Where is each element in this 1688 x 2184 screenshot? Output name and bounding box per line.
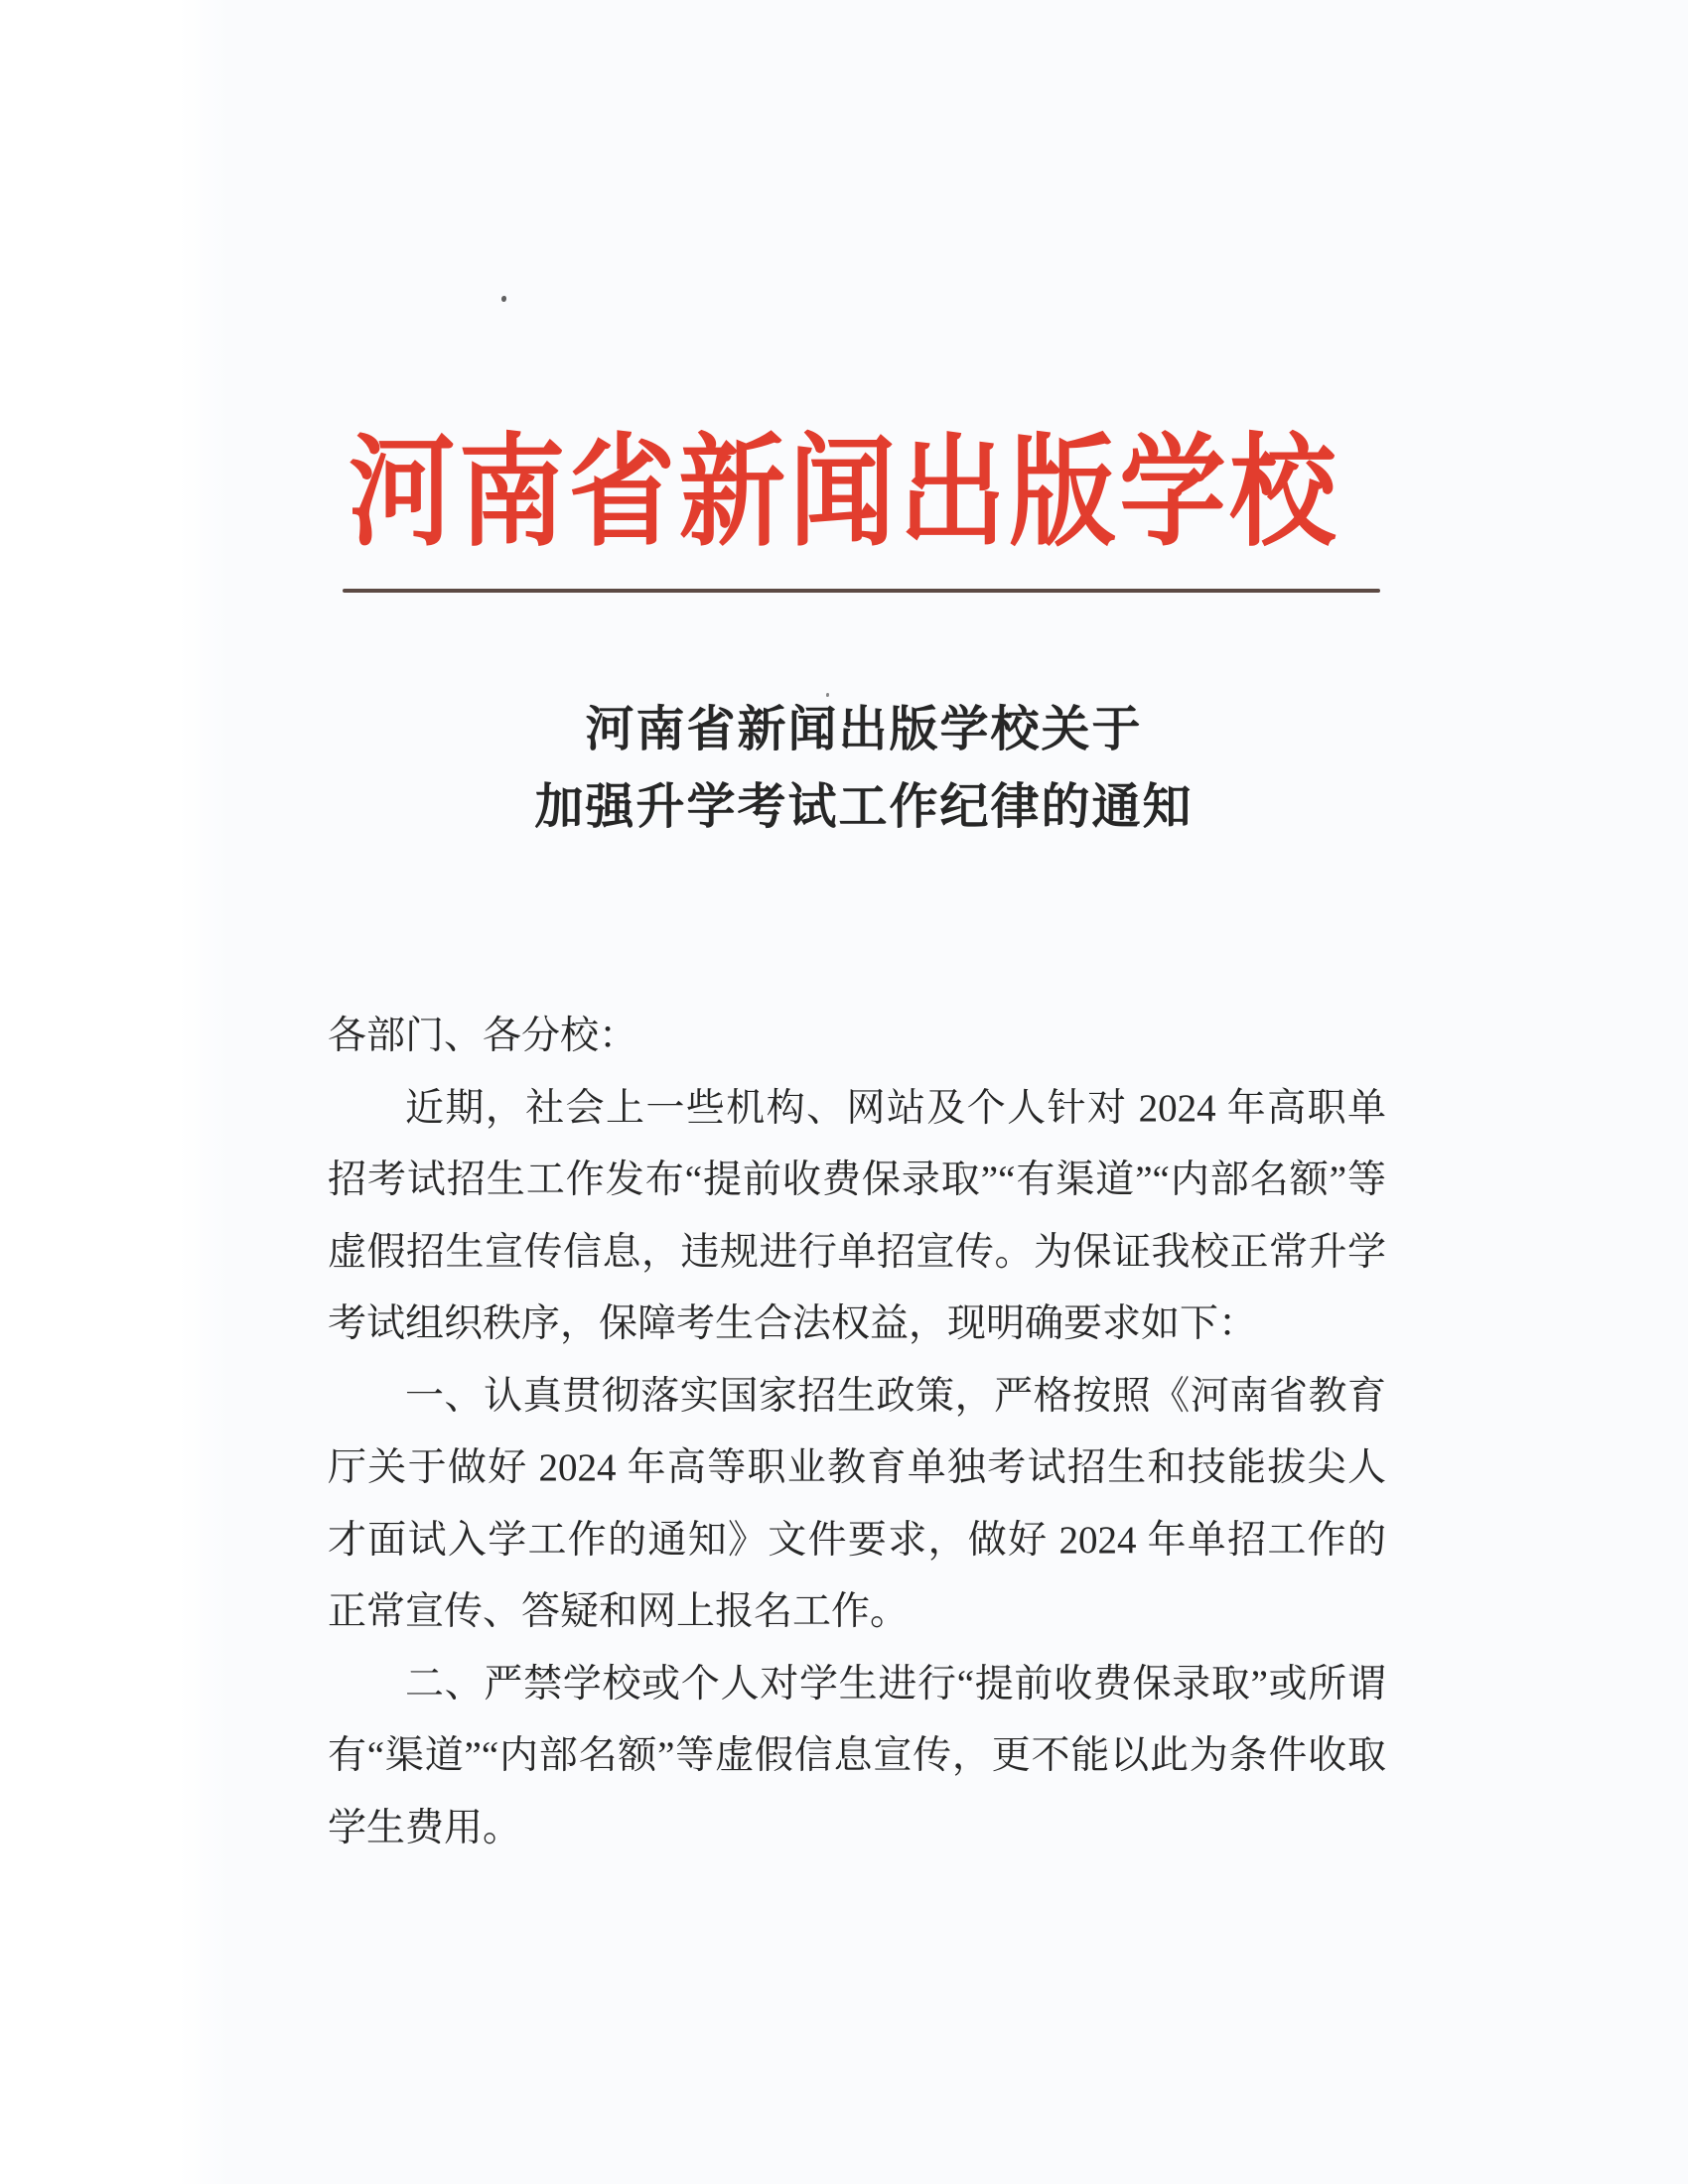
notice-body — [328, 1001, 1386, 1864]
notice-title-line2: 加强升学考试工作纪律的通知 — [534, 779, 1194, 834]
salutation: 各部门、各分校： — [328, 1015, 638, 1057]
body-paragraph-2: 一、认真贯彻落实国家招生政策，严格按照《河南省教育厅关于做好 2024 年高等职业教育单独考试招生和技能拔尖人才面试入学工作的通知》文件要求，做好 2024 年单招工作的正常宣传、答疑和网上报名工作。 — [328, 1374, 1386, 1633]
scan-artifact-dot — [501, 296, 506, 302]
letterhead-divider-rule — [343, 589, 1380, 593]
notice-title — [278, 691, 1450, 846]
letterhead-school-name: 河南省新闻出版学校 — [349, 427, 1339, 561]
body-paragraph-1: 近期，社会上一些机构、网站及个人针对 2024 年高职单招考试招生工作发布“提前收费保录取”“有渠道”“内部名额”等虚假招生宣传信息，违规进行单招宣传。为保证我校正常升学考试组织秩序，保障考生合法权益，现明确要求如下： — [328, 1086, 1386, 1345]
notice-title-line1: 河南省新闻出版学校关于 — [585, 702, 1143, 756]
body-paragraph-3: 二、严禁学校或个人对学生进行“提前收费保录取”或所谓有“渠道”“内部名额”等虚假信息宣传，更不能以此为条件收取学生费用。 — [328, 1662, 1386, 1849]
